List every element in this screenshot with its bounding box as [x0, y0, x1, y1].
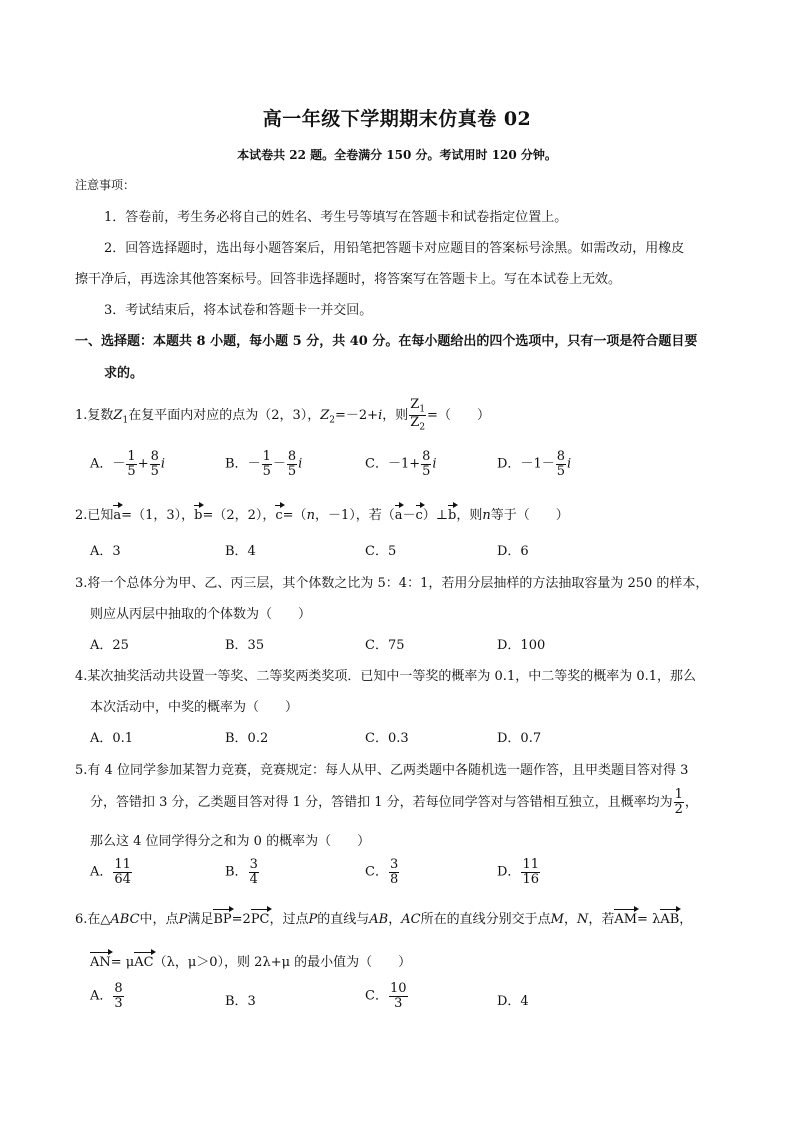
- q1-z1: Z: [113, 408, 123, 423]
- question-6: 6.在△ABC中，点P满足BP=2PC，过点P的直线与AB，AC所在的直线分别交于点M，N，若AM= λAB，: [75, 912, 693, 927]
- vector-c: c: [275, 508, 283, 523]
- note-item-1: 1．答卷前，考生务必将自己的姓名、考生号等填写在答题卡和试卷指定位置上。: [104, 210, 568, 225]
- q1-fraction: $\frac{Z_1}{Z_2}$: [410, 396, 426, 433]
- question-4-cont: 本次活动中，中奖的概率为（ ）: [90, 700, 299, 715]
- q5-option-c: C． $\frac{3}{8}$: [365, 857, 399, 887]
- q1-frac-den: Z: [410, 415, 420, 430]
- question-6-cont: AN= μAC（λ，μ＞0），则 2λ+μ 的最小值为（ ）: [90, 955, 412, 970]
- section-heading: 一、选择题：本题共 8 小题，每小题 5 分，共 40 分。在每小题给出的四个选项中，只有一项是符合题目要: [75, 334, 698, 349]
- q2-option-c: C．5: [365, 544, 397, 559]
- q3-option-b: B．35: [225, 638, 265, 653]
- question-5-cont2: 那么这 4 位同学得分之和为 0 的概率为（ ）: [90, 834, 371, 849]
- note-item-2-cont: 擦干净后，再选涂其他答案标号。回答非选择题时，将答案写在答题卡上。写在本试卷上无效。: [75, 272, 622, 287]
- q3-option-d: D．100: [497, 638, 546, 653]
- question-5-cont: 分，答错扣 3 分，乙类题目答对得 1 分，答错扣 1 分，若每位同学答对与答错相互独立，且概率均为 $\frac{1}{2}$ ，: [90, 787, 698, 817]
- q1-text-c: =－2+: [335, 408, 379, 423]
- note-item-2: 2．回答选择题时，选出每小题答案后，用铅笔把答题卡对应题目的答案标号涂黑。如需改动，用橡皮: [104, 241, 685, 256]
- vector-b: b: [194, 508, 203, 523]
- q3-option-c: C．75: [365, 638, 405, 653]
- q5-option-d: D． $\frac{11}{16}$: [497, 857, 539, 887]
- vector-ac: AC: [134, 955, 154, 970]
- q1-text-e: =（ ）: [427, 408, 490, 423]
- q1-text-d: ，则: [382, 408, 409, 423]
- q4-option-c: C．0.3: [365, 731, 409, 746]
- section-heading-cont: 求的。: [104, 366, 144, 381]
- note-item-3: 3．考试结束后，将本试卷和答题卡一并交回。: [104, 303, 373, 318]
- vector-pc: PC: [250, 912, 270, 927]
- q2-option-b: B．4: [225, 544, 256, 559]
- q6-option-b: B．3: [225, 994, 256, 1009]
- q6-option-a: A． $\frac{8}{3}$: [90, 981, 123, 1011]
- question-1: [75, 396, 490, 441]
- q1-z1-sub: 1: [122, 415, 129, 426]
- vector-am: AM: [614, 912, 638, 927]
- q1-z2-sub: 2: [329, 415, 336, 426]
- q4-option-a: A．0.1: [90, 731, 134, 746]
- q1-frac-num: Z: [410, 396, 420, 412]
- q1-text-b: 在复平面内对应的点为（2，3），: [128, 408, 321, 423]
- q6-option-d: D．4: [497, 994, 529, 1009]
- question-4: 4.某次抽奖活动共设置一等奖、二等奖两类奖项．已知中一等奖的概率为 0.1，中二等奖的概率为 0.1，那么: [75, 669, 697, 684]
- question-3: 3.将一个总体分为甲、乙、丙三层，其个体数之比为 5：4：1，若用分层抽样的方法抽取容量为 250 的样本，: [75, 576, 709, 591]
- vector-bp: BP: [213, 912, 232, 927]
- question-3-cont: 则应从丙层中抽取的个体数为（ ）: [90, 607, 312, 622]
- question-5: 5.有 4 位同学参加某智力竞赛，竞赛规定：每人从甲、乙两类题中各随机选一题作答，且甲类题目答对得 3: [75, 763, 689, 778]
- q1-option-a: A．－ $\frac{1}{5}$ + $\frac{8}{5}$ i: [90, 449, 166, 479]
- vector-a: a: [113, 508, 122, 523]
- page-title: 高一年级下学期期末仿真卷 02: [262, 108, 532, 130]
- q4-option-d: D．0.7: [497, 731, 542, 746]
- vector-ab: AB: [660, 912, 680, 927]
- question-2: 2.已知a=（1，3），b=（2，2），c=（n，－1），若（a－c）⊥b，则n等于（ ）: [75, 508, 569, 523]
- q2-option-a: A．3: [90, 544, 121, 559]
- q2-option-d: D．6: [497, 544, 529, 559]
- q4-option-b: B．0.2: [225, 731, 269, 746]
- q5-option-a: A． $\frac{11}{64}$: [90, 857, 131, 887]
- q3-option-a: A．25: [90, 638, 129, 653]
- q5-option-b: B． $\frac{3}{4}$: [225, 857, 258, 887]
- q1-option-d: D．－1－ $\frac{8}{5}$ i: [497, 449, 572, 479]
- q1-text-a: 1.复数: [75, 408, 114, 423]
- q1-z2: Z: [320, 408, 330, 423]
- q1-i: i: [378, 408, 383, 423]
- q6-option-c: C． $\frac{10}{3}$: [365, 981, 407, 1011]
- q5-half-fraction: $\frac{1}{2}$: [674, 787, 683, 817]
- vector-an: AN: [90, 955, 111, 970]
- page-subtitle: 本试卷共 22 题。全卷满分 150 分。考试用时 120 分钟。: [237, 148, 557, 162]
- q1-option-c: C．－1+ $\frac{8}{5}$ i: [365, 449, 437, 479]
- q1-option-b: B．－ $\frac{1}{5}$ － $\frac{8}{5}$ i: [225, 449, 303, 479]
- notes-heading: 注意事项：: [75, 178, 136, 192]
